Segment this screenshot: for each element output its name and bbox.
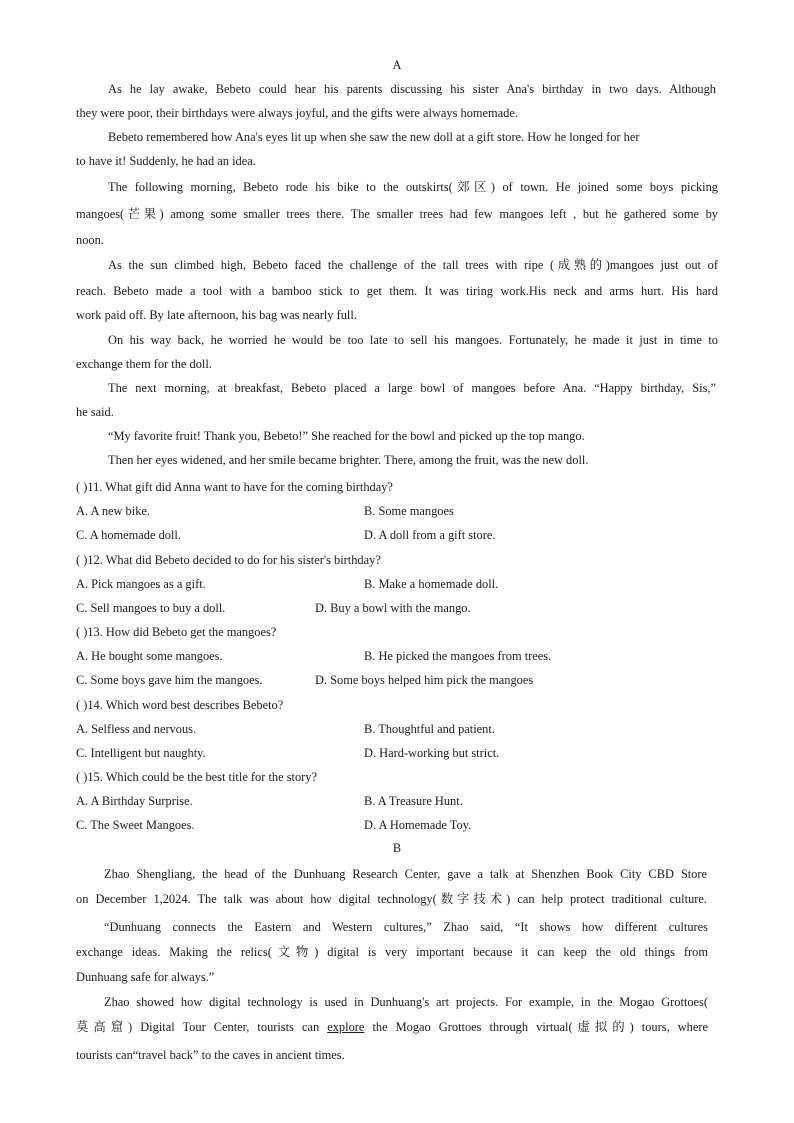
passage-a-line: they were poor, their birthdays were always joyful, and the gifts were always homemade. [76,106,518,120]
answer-option: A. A Birthday Surprise. [76,794,193,808]
section-b-heading: B [392,841,402,855]
underlined-word: explore [327,1020,365,1034]
answer-option: B. Some mangoes [364,504,454,518]
question-stem: ( )14. Which word best describes Bebeto? [76,698,284,712]
answer-option: C. A homemade doll. [76,528,181,542]
answer-option: B. He picked the mangoes from trees. [364,649,552,663]
question-stem: ( )11. What gift did Anna want to have for the coming birthday? [76,480,393,494]
answer-option: C. Intelligent but naughty. [76,746,206,760]
answer-option: C. Sell mangoes to buy a doll. [76,601,226,615]
answer-option: A. A new bike. [76,504,150,518]
passage-a-line: mangoes(芒果) among some smaller trees there. The smaller trees had few mangoes left , but he gathered some by [76,207,718,221]
section-a-heading: A [392,58,402,72]
passage-a-line: The next morning, at breakfast, Bebeto placed a large bowl of mangoes before Ana. “Happy birthday, Sis,” [108,381,716,395]
passage-a-line: The following morning, Bebeto rode his bike to the outskirts(郊区) of town. He joined some boys picking [108,180,718,194]
passage-b-line: exchange ideas. Making the relics(文物) digital is very important because it can keep the old things from [76,945,708,959]
passage-a-line: As he lay awake, Bebeto could hear his parents discussing his sister Ana's birthday in two days. Although [108,82,716,96]
passage-a-line: reach. Bebeto made a tool with a bamboo stick to get them. It was tiring work.His neck and arms hurt. His hard [76,284,718,298]
passage-a-line: to have it! Suddenly, he had an idea. [76,154,256,168]
question-stem: ( )15. Which could be the best title for the story? [76,770,317,784]
passage-b-line: tourists can“travel back” to the caves in ancient times. [76,1048,345,1062]
answer-option: D. Some boys helped him pick the mangoes [315,673,534,687]
passage-a-line: On his way back, he worried he would be too late to sell his mangoes. Fortunately, he made it just in time to [108,333,718,347]
passage-a-line: Then her eyes widened, and her smile became brighter. There, among the fruit, was the new doll. [108,453,589,467]
passage-b-line: “Dunhuang connects the Eastern and Western cultures,” Zhao said, “It shows how different cultures [104,920,708,934]
answer-option: B. A Treasure Hunt. [364,794,463,808]
answer-option: C. The Sweet Mangoes. [76,818,195,832]
question-stem: ( )12. What did Bebeto decided to do for his sister's birthday? [76,553,381,567]
answer-option: B. Make a homemade doll. [364,577,499,591]
answer-option: D. A doll from a gift store. [364,528,496,542]
line-text: 莫高窟) Digital Tour Center, tourists can [76,1020,328,1034]
answer-option: C. Some boys gave him the mangoes. [76,673,263,687]
passage-a-line: noon. [76,233,104,247]
passage-a-line: he said. [76,405,114,419]
answer-option: A. Selfless and nervous. [76,722,197,736]
passage-a-line: work paid off. By late afternoon, his bag was nearly full. [76,308,357,322]
passage-b-line [76,1019,708,1035]
passage-b-line: on December 1,2024. The talk was about how digital technology(数字技术) can help protect traditional culture. [76,892,707,906]
passage-b-line: Dunhuang safe for always.” [76,970,215,984]
passage-a-line: As the sun climbed high, Bebeto faced the challenge of the tall trees with ripe (成熟的)mangoes just out of [108,258,718,272]
answer-option: D. Hard-working but strict. [364,746,500,760]
line-text: the Mogao Grottoes through virtual(虚拟的) tours, where [364,1020,708,1034]
passage-a-line: exchange them for the doll. [76,357,212,371]
answer-option: A. Pick mangoes as a gift. [76,577,206,591]
answer-option: B. Thoughtful and patient. [364,722,495,736]
passage-a-line: Bebeto remembered how Ana's eyes lit up when she saw the new doll at a gift store. How he longed for her [108,130,640,144]
passage-b-line: Zhao Shengliang, the head of the Dunhuang Research Center, gave a talk at Shenzhen Book City CBD Store [104,867,707,881]
passage-a-line: “My favorite fruit! Thank you, Bebeto!” She reached for the bowl and picked up the top mango. [108,429,585,443]
passage-b-line: Zhao showed how digital technology is used in Dunhuang's art projects. For example, in the Mogao Grottoes( [104,995,708,1009]
question-stem: ( )13. How did Bebeto get the mangoes? [76,625,277,639]
answer-option: D. A Homemade Toy. [364,818,472,832]
answer-option: A. He bought some mangoes. [76,649,223,663]
answer-option: D. Buy a bowl with the mango. [315,601,471,615]
